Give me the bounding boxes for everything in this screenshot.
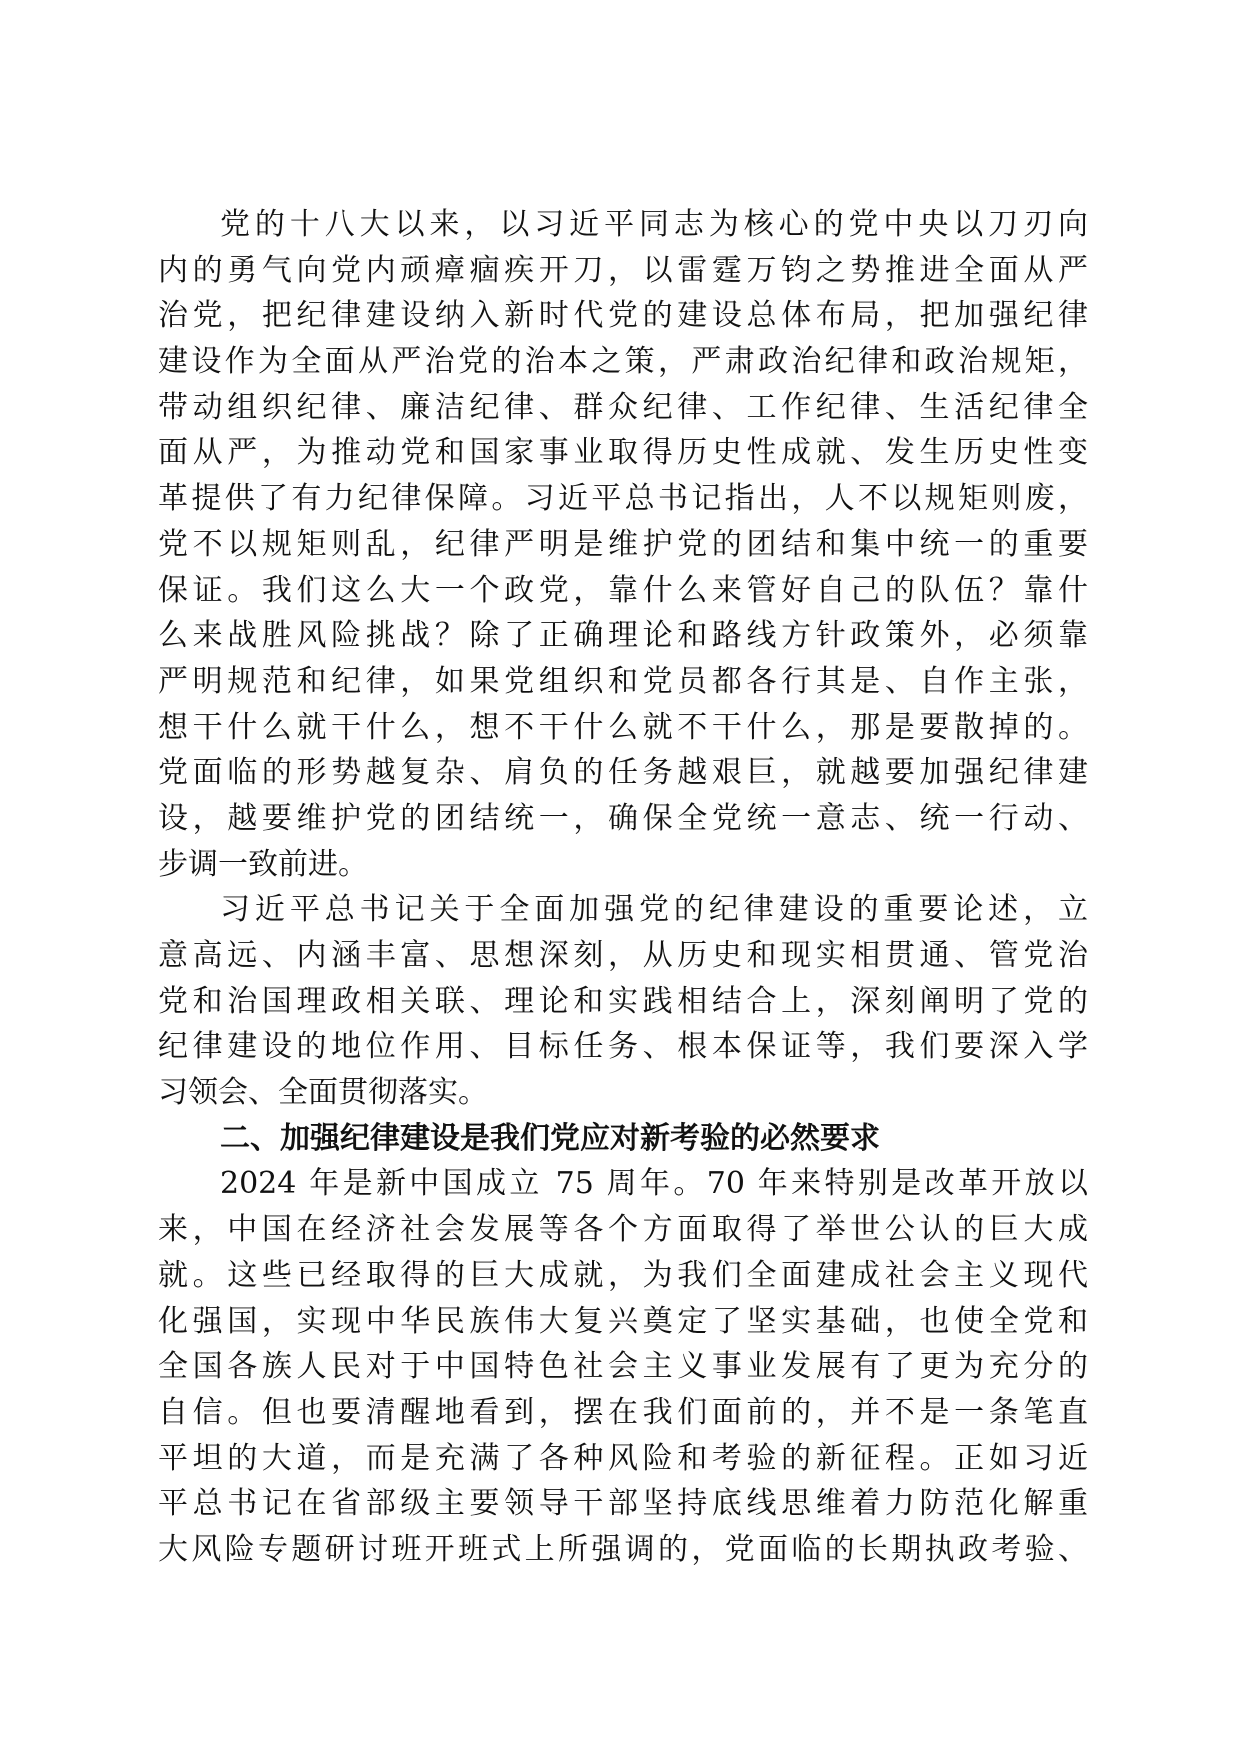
text-line: 党和治国理政相关联、理论和实践相结合上，深刻阐明了党的 [158,983,1088,1019]
text-line: 带动组织纪律、廉洁纪律、群众纪律、工作纪律、生活纪律全 [158,389,1088,425]
paragraph-1 [158,202,1088,887]
text-line: 全国各族人民对于中国特色社会主义事业发展有了更为充分的 [158,1349,1088,1385]
text-line: 建设作为全面从严治党的治本之策，严肃政治纪律和政治规矩， [158,344,1088,380]
text-line: 习领会、全面贯彻落实。 [158,1075,488,1111]
text-line: 治党，把纪律建设纳入新时代党的建设总体布局，把加强纪律 [158,298,1088,334]
text-line: 自信。但也要清醒地看到，摆在我们面前的，并不是一条笔直 [158,1394,1088,1430]
document-body [158,202,1088,1573]
paragraph-3 [158,1161,1088,1572]
text-line: 内的勇气向党内顽瘴痼疾开刀，以雷霆万钧之势推进全面从严 [158,252,1088,288]
text-line: 大风险专题研讨班开班式上所强调的，党面临的长期执政考验、 [158,1531,1088,1567]
text-line: 想干什么就干什么，想不干什么就不干什么，那是要散掉的。 [158,709,1088,745]
text-line: 设，越要维护党的团结统一，确保全党统一意志、统一行动、 [158,800,1088,836]
text-line: 党的十八大以来，以习近平同志为核心的党中央以刀刃向 [220,207,1088,242]
text-line: 革提供了有力纪律保障。习近平总书记指出，人不以规矩则废， [158,481,1088,517]
text-line: 么来战胜风险挑战？除了正确理论和路线方针政策外，必须靠 [158,618,1088,654]
text-line: 平总书记在省部级主要领导干部坚持底线思维着力防范化解重 [158,1486,1088,1522]
paragraph-2 [158,887,1088,1115]
text-line: 平坦的大道，而是充满了各种风险和考验的新征程。正如习近 [158,1440,1088,1476]
text-line: 党面临的形势越复杂、肩负的任务越艰巨，就越要加强纪律建 [158,755,1088,791]
text-line: 纪律建设的地位作用、目标任务、根本保证等，我们要深入学 [158,1029,1088,1065]
text-line: 化强国，实现中华民族伟大复兴奠定了坚实基础，也使全党和 [158,1303,1088,1339]
text-line: 党不以规矩则乱，纪律严明是维护党的团结和集中统一的重要 [158,526,1088,562]
text-line: 面从严，为推动党和国家事业取得历史性成就、发生历史性变 [158,435,1088,471]
text-line: 意高远、内涵丰富、思想深刻，从历史和现实相贯通、管党治 [158,938,1088,973]
text-line: 严明规范和纪律，如果党组织和党员都各行其是、自作主张， [158,663,1088,699]
text-line: 2024 年是新中国成立 75 周年。70 年来特别是改革开放以 [220,1166,1088,1202]
text-line: 保证。我们这么大一个政党，靠什么来管好自己的队伍？靠什 [158,572,1088,608]
text-line: 步调一致前进。 [158,846,368,882]
text-line: 习近平总书记关于全面加强党的纪律建设的重要论述，立 [220,892,1088,928]
text-line: 就。这些已经取得的巨大成就，为我们全面建成社会主义现代 [158,1257,1088,1293]
text-line: 来，中国在经济社会发展等各个方面取得了举世公认的巨大成 [158,1212,1088,1248]
section-heading: 二、加强纪律建设是我们党应对新考验的必然要求 [220,1120,880,1156]
